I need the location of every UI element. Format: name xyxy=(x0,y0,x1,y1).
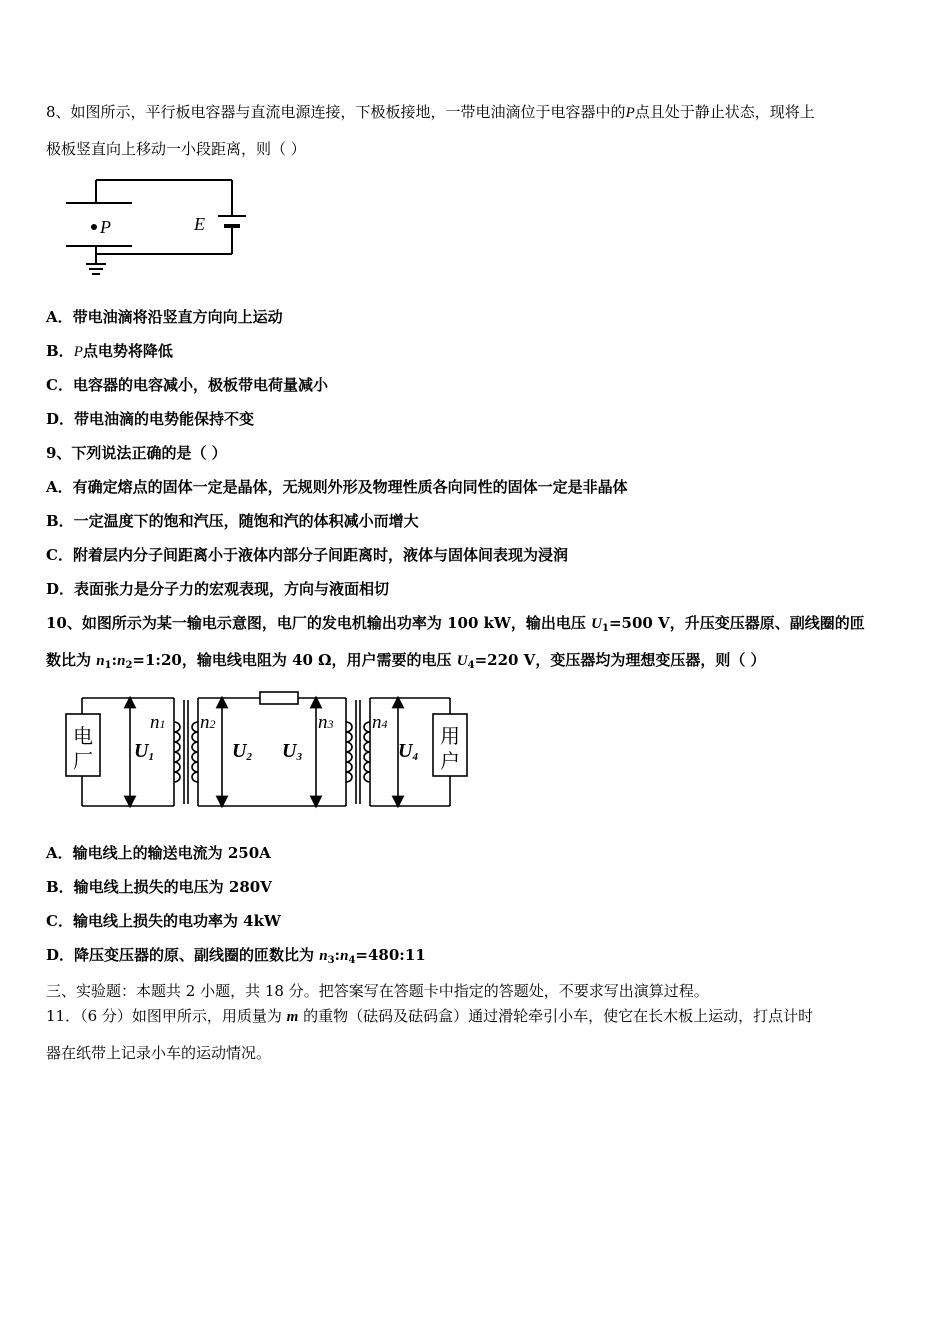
u4-label: U4 xyxy=(398,740,418,763)
power-transmission-figure xyxy=(60,688,480,814)
q10-option-a: A．输电线上的输送电流为 250A xyxy=(46,844,271,862)
q9-option-c: C．附着层内分子间距离小于液体内部分子间距离时，液体与固体间表现为浸润 xyxy=(46,546,568,564)
q10-stem-line1: 10、如图所示为某一输电示意图，电厂的发电机输出功率为 100 kW，输出电压 $U_1=500$ V，升压变压器原、副线圈的匝 xyxy=(46,614,865,634)
u2-label: U2 xyxy=(232,740,252,763)
oil-drop-dot xyxy=(91,224,97,230)
q9-option-b: B．一定温度下的饱和汽压，随饱和汽的体积减小而增大 xyxy=(46,512,419,530)
q10-stem-line2: 数比为 $n_1:n_2=1:20$，输电线电阻为 40 Ω，用户需要的电压 $U_4=220$ V，变压器均为理想变压器，则（ ） xyxy=(46,651,766,671)
coil-n3 xyxy=(346,722,352,782)
q8-option-c: C．电容器的电容减小，极板带电荷量减小 xyxy=(46,376,328,394)
q9-option-a: A．有确定熔点的固体一定是晶体，无规则外形及物理性质各向同性的固体一定是非晶体 xyxy=(46,478,628,496)
q10-option-d: D．降压变压器的原、副线圈的匝数比为 $n_3:n_4=480:11$ xyxy=(46,946,426,966)
u3-label: U3 xyxy=(282,740,302,763)
line-resistor xyxy=(260,692,298,704)
user-label-1: 用 xyxy=(440,726,460,748)
emf-e-label: E xyxy=(194,214,205,234)
n3-label: n3 xyxy=(318,712,334,733)
n1-label: n1 xyxy=(150,712,166,733)
capacitor-circuit-figure xyxy=(56,174,256,284)
section-3-heading: 三、实验题：本题共 2 小题，共 18 分。把答案写在答题卡中指定的答题处，不要求写出演算过程。 xyxy=(46,982,709,1000)
q9-option-d: D．表面张力是分子力的宏观表现，方向与液面相切 xyxy=(46,580,390,598)
q8-stem-line2: 极板竖直向上移动一小段距离，则（ ） xyxy=(46,140,306,158)
plant-label-2: 厂 xyxy=(73,751,93,773)
q10-option-b: B．输电线上损失的电压为 280V xyxy=(46,878,272,896)
coil-n1 xyxy=(174,722,180,782)
q8-stem-line1: 8、如图所示，平行板电容器与直流电源连接，下极板接地，一带电油滴位于电容器中的P点且处于静止状态，现将上 xyxy=(46,103,815,121)
q10-option-c: C．输电线上损失的电功率为 4kW xyxy=(46,912,281,930)
q9-stem: 9、下列说法正确的是（ ） xyxy=(46,444,227,462)
coil-n2 xyxy=(192,722,198,782)
q8-option-a: A．带电油滴将沿竖直方向向上运动 xyxy=(46,308,283,326)
n2-label: n2 xyxy=(200,712,216,733)
u1-label: U1 xyxy=(134,740,154,763)
q11-stem-line1: 11．（6 分）如图甲所示，用质量为 m 的重物（砝码及砝码盒）通过滑轮牵引小车，使它在长木板上运动，打点计时 xyxy=(46,1007,814,1025)
plant-label-1: 电 xyxy=(73,726,93,748)
n4-label: n4 xyxy=(372,712,388,733)
q11-stem-line2: 器在纸带上记录小车的运动情况。 xyxy=(46,1044,272,1062)
q8-option-b: B．P点电势将降低 xyxy=(46,342,173,360)
variable-p: P xyxy=(625,105,635,121)
point-p-label: P xyxy=(100,217,111,237)
user-label-2: 户 xyxy=(440,751,460,773)
coil-n4 xyxy=(364,722,370,782)
q8-option-d: D．带电油滴的电势能保持不变 xyxy=(46,410,255,428)
